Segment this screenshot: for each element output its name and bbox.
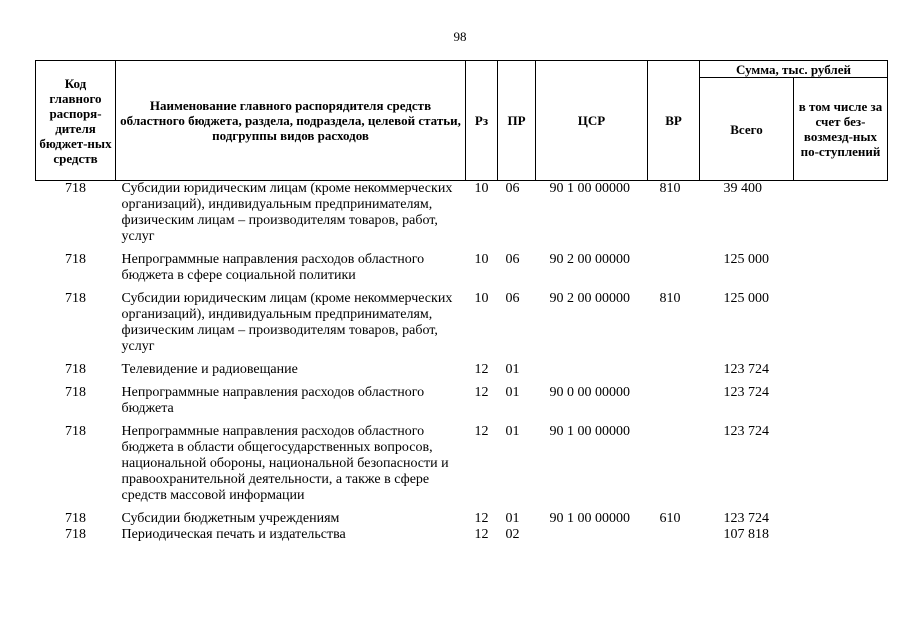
cell-csr <box>536 362 648 385</box>
header-incl: в том числе за счет без-возмезд-ных по-ступлений <box>794 78 888 181</box>
header-code: Код главного распоря-дителя бюджет-ных средств <box>36 61 116 181</box>
cell-incl <box>794 424 888 511</box>
cell-vr <box>648 527 700 543</box>
cell-rz: 12 <box>474 527 489 542</box>
cell-code: 718 <box>65 252 86 267</box>
cell-name: Телевидение и радиовещание <box>121 362 298 377</box>
cell-rz: 10 <box>474 181 489 196</box>
cell-total: 123 724 <box>723 385 769 400</box>
header-total: Всего <box>700 78 794 181</box>
cell-csr: 90 1 00 00000 <box>549 424 630 439</box>
cell-name: Субсидии юридическим лицам (кроме некоммерческих организаций), индивидуальным предпринимателям, физическим лицам – производителям товаров, работ, услуг <box>121 181 453 244</box>
header-csr: ЦСР <box>536 61 648 181</box>
cell-incl <box>794 511 888 527</box>
table-row <box>36 181 888 253</box>
cell-name: Субсидии бюджетным учреждениям <box>121 511 340 526</box>
cell-csr <box>536 527 648 543</box>
cell-rz: 10 <box>474 291 489 306</box>
cell-total: 107 818 <box>723 527 769 542</box>
cell-incl <box>794 362 888 385</box>
cell-code: 718 <box>65 511 86 526</box>
header-name: Наименование главного распорядителя средств областного бюджета, раздела, подраздела, целевой статьи, подгруппы видов расходов <box>116 61 466 181</box>
cell-vr <box>648 362 700 385</box>
budget-table <box>35 60 888 543</box>
cell-total: 123 724 <box>723 511 769 526</box>
cell-code: 718 <box>65 424 86 439</box>
cell-total: 39 400 <box>723 181 762 196</box>
cell-csr: 90 0 00 00000 <box>549 385 630 400</box>
cell-total: 125 000 <box>723 291 769 306</box>
table-row <box>36 252 888 291</box>
cell-pr: 01 <box>505 511 520 526</box>
cell-vr: 810 <box>659 291 681 306</box>
cell-incl <box>794 181 888 253</box>
table-row <box>36 424 888 511</box>
page-number: 98 <box>453 29 467 44</box>
cell-name: Периодическая печать и издательства <box>121 527 346 542</box>
cell-incl <box>794 527 888 543</box>
cell-vr: 610 <box>659 511 681 526</box>
header-rz: Рз <box>466 61 498 181</box>
table-row <box>36 362 888 385</box>
cell-csr: 90 2 00 00000 <box>549 252 630 267</box>
cell-total: 123 724 <box>723 362 769 377</box>
cell-name: Непрограммные направления расходов областного бюджета в области общегосударственных вопросов, национальной обороны, национальной безопасности и правоохранительной деятельности, а также в сфере средств массовой информации <box>121 424 449 503</box>
cell-pr: 06 <box>505 181 520 196</box>
cell-pr: 06 <box>505 291 520 306</box>
table-row <box>36 385 888 424</box>
table-row <box>36 527 888 543</box>
cell-rz: 12 <box>474 385 489 400</box>
cell-code: 718 <box>65 385 86 400</box>
cell-code: 718 <box>65 362 86 377</box>
cell-code: 718 <box>65 181 86 196</box>
header-sum: Сумма, тыс. рублей <box>700 61 888 78</box>
header-pr: ПР <box>498 61 536 181</box>
cell-incl <box>794 252 888 291</box>
cell-total: 125 000 <box>723 252 769 267</box>
cell-rz: 12 <box>474 424 489 439</box>
table-row <box>36 291 888 362</box>
cell-vr <box>648 385 700 424</box>
cell-vr <box>648 424 700 511</box>
cell-csr: 90 1 00 00000 <box>549 511 630 526</box>
cell-rz: 10 <box>474 252 489 267</box>
cell-vr <box>648 252 700 291</box>
cell-code: 718 <box>65 527 86 542</box>
cell-rz: 12 <box>474 362 489 377</box>
cell-total: 123 724 <box>723 424 769 439</box>
cell-name: Субсидии юридическим лицам (кроме некоммерческих организаций), индивидуальным предпринимателям, физическим лицам – производителям товаров, работ, услуг <box>121 291 453 354</box>
cell-name: Непрограммные направления расходов областного бюджета <box>121 385 425 416</box>
cell-pr: 01 <box>505 385 520 400</box>
cell-code: 718 <box>65 291 86 306</box>
cell-csr: 90 2 00 00000 <box>549 291 630 306</box>
cell-rz: 12 <box>474 511 489 526</box>
cell-name: Непрограммные направления расходов областного бюджета в сфере социальной политики <box>121 252 425 283</box>
cell-incl <box>794 291 888 362</box>
cell-incl <box>794 385 888 424</box>
cell-pr: 01 <box>505 362 520 377</box>
cell-pr: 06 <box>505 252 520 267</box>
header-vr: ВР <box>648 61 700 181</box>
table-row <box>36 511 888 527</box>
cell-pr: 02 <box>505 527 520 542</box>
table-body <box>36 181 888 544</box>
cell-csr: 90 1 00 00000 <box>549 181 630 196</box>
table-header <box>36 61 888 181</box>
cell-pr: 01 <box>505 424 520 439</box>
cell-vr: 810 <box>659 181 681 196</box>
